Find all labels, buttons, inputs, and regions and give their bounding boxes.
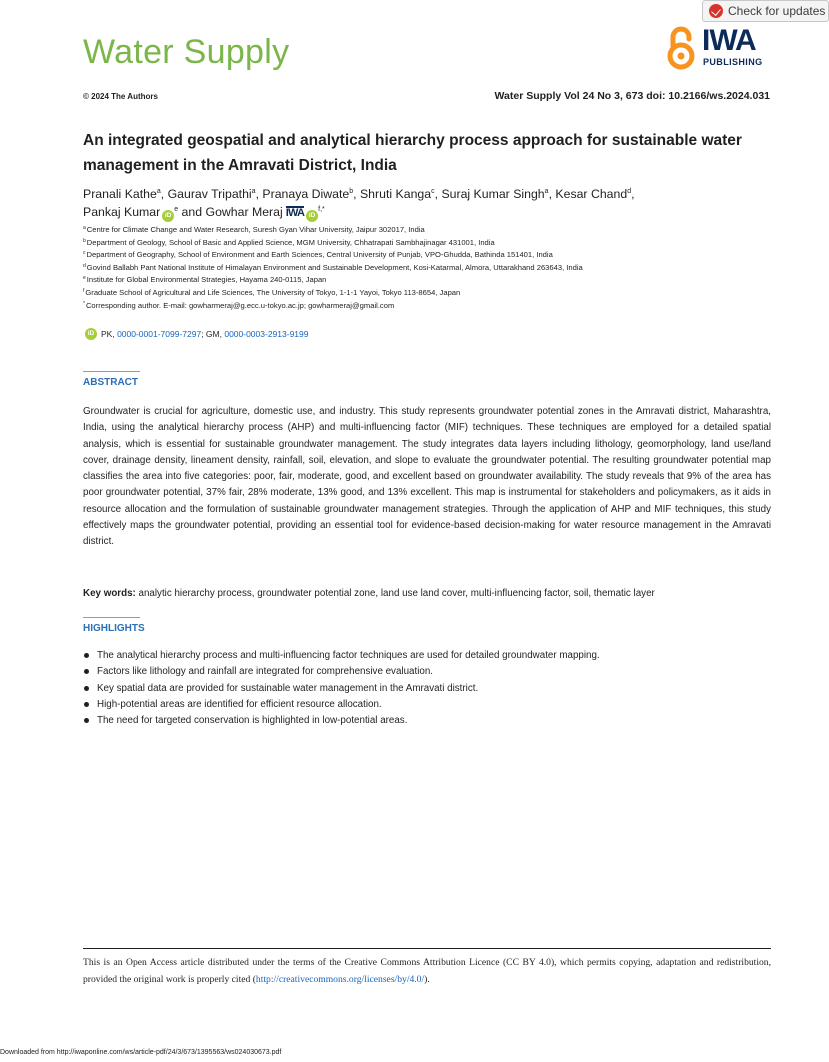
author: Kesar Chand$^d$ xyxy=(555,187,632,201)
check-for-updates-button[interactable] xyxy=(702,0,829,22)
license-notice: This is an Open Access article distributed under the terms of the Creative Commons Attribution Licence (CC BY 4.0), which permits copying, adaptation and redistribution, provided the original work is properly cited (http://creativecommons.org/licenses/by/4.0/). xyxy=(83,957,771,985)
footer-divider xyxy=(83,948,771,949)
corresponding-author: *Corresponding author. E-mail: gowharmeraj@g.ecc.u-tokyo.ac.jp; gowharmeraj@gmail.com xyxy=(83,300,395,310)
iwa-logo: IWA xyxy=(702,24,756,57)
orcid-link-gm[interactable]: 0000-0003-2913-9199 xyxy=(224,329,309,339)
highlight-item: The analytical hierarchy process and multi-influencing factor techniques are used for detailed groundwater mapping. xyxy=(83,648,771,664)
orcid-icon[interactable]: iD xyxy=(306,210,318,222)
author: Pranaya Diwate$^b$ xyxy=(262,187,354,201)
author: Pankaj Kumar $iD^e$ xyxy=(83,205,178,219)
abstract-text: Groundwater is crucial for agriculture, domestic use, and industry. This study represents groundwater potential zones in the Amravati district, Maharashtra, India, using the analytical hierarchy process (AHP) and multi-influencing factor (MIF) techniques. These techniques are employed for a detailed spatial analysis, which is essential for sustainable groundwater management. The study integrates data layers including lithology, geomorphology, land use/land cover, drainage density, lineament density, rainfall, soil, elevation, and slope to evaluate the groundwater potential. The resulting groundwater potential map classifies the area into five categories: poor, fair, moderate, good, and excellent based on groundwater availability. The study reveals that 9% of the area has poor groundwater potential, 37% fair, 28% moderate, 13% good, and 13% excellent. This map is instrumental for stakeholders and policymakers, as it aids in resource allocation and the formulation of sustainable groundwater management strategies. Through the application of AHP and MIF techniques, this study effectively maps the groundwater potential, providing an essential tool for evidence-based decision-making for water resource management in the Amravati district. xyxy=(83,406,771,548)
highlight-item: Factors like lithology and rainfall are integrated for comprehensive evaluation. xyxy=(83,664,771,680)
affiliation: $^a$Centre for Climate Change and Water Research, Suresh Gyan Vihar University, Jaipur 302017, India xyxy=(83,225,425,234)
iwa-member-icon: IWA xyxy=(285,207,305,219)
highlight-item: High-potential areas are identified for efficient resource allocation. xyxy=(83,697,771,713)
keywords xyxy=(83,588,771,599)
highlight-item: Key spatial data are provided for sustainable water management in the Amravati district. xyxy=(83,681,771,697)
section-divider xyxy=(83,371,140,372)
section-divider xyxy=(83,617,140,618)
affiliation: $^f$Graduate School of Agricultural and Life Sciences, The University of Tokyo, 1-1-1 Yayoi, Tokyo 113-8654, Japan xyxy=(83,287,461,297)
crossmark-icon xyxy=(709,4,723,18)
orcid-prefix: ; GM, xyxy=(201,329,225,339)
article-title: An integrated geospatial and analytical hierarchy process approach for sustainable water management in the Amravati District, India xyxy=(83,132,742,174)
citation-line: Water Supply Vol 24 No 3, 673 doi: 10.2166/ws.2024.031 xyxy=(494,90,770,102)
author: Gaurav Tripathi$^a$ xyxy=(167,187,256,201)
affiliations xyxy=(83,224,783,312)
open-access-icon xyxy=(664,24,698,72)
download-note: Downloaded from http://iwaponline.com/ws/article-pdf/24/3/673/1395563/ws024030673.pdf xyxy=(0,1049,282,1056)
affiliation: $^c$Department of Geography, School of Environment and Earth Sciences, Central University of Punjab, VPO-Ghudda, Bathinda 151401, India xyxy=(83,250,553,260)
orcid-icon[interactable]: iD xyxy=(162,210,174,222)
affiliation: $^e$Institute for Global Environmental Strategies, Hayama 240-0115, Japan xyxy=(83,275,327,285)
affiliation: $^b$Department of Geology, School of Basic and Applied Science, MGM University, Chhatrapati Sambhajinagar 431001, India xyxy=(83,237,495,247)
check-for-updates-label: Check for updates xyxy=(728,4,826,18)
author: Suraj Kumar Singh$^a$ xyxy=(441,187,549,201)
abstract-heading: ABSTRACT xyxy=(83,377,138,388)
journal-name: Water Supply xyxy=(83,33,290,71)
orcid-prefix: PK, xyxy=(101,329,118,339)
author: Shruti Kanga$^c$ xyxy=(359,187,435,201)
orcid-link-pk[interactable]: 0000-0001-7099-7297 xyxy=(117,329,202,339)
iwa-publishing-label: PUBLISHING xyxy=(703,57,763,67)
author-list: Pranali Kathe$^a$, Gaurav Tripathi$^a$, Pranaya Diwate$^b$, Shruti Kanga$^c$, Suraj Kumar Singh$^a$, Kesar Chand$^d$, Pankaj Kumar $iD^e$ and Gowhar Meraj IWA $iD^{f,*}$ xyxy=(83,185,763,222)
copyright-notice: © 2024 The Authors xyxy=(83,92,158,101)
license-link[interactable]: http://creativecommons.org/licenses/by/4.0/ xyxy=(255,974,425,985)
keywords-label: Key words: xyxy=(83,588,136,599)
highlights-heading: HIGHLIGHTS xyxy=(83,623,145,634)
author: Gowhar Meraj IWA $iD^{f,*}$ xyxy=(206,205,325,219)
keywords-list: analytic hierarchy process, groundwater potential zone, land use land cover, multi-influencing factor, soil, thematic layer xyxy=(135,588,655,599)
affiliation: $^d$Govind Ballabh Pant National Institute of Himalayan Environment and Sustainable Development, Kosi-Katarmal, Almora, Uttarakhand 263643, India xyxy=(83,262,583,272)
orcid-icon: iD xyxy=(85,328,97,340)
author: Pranali Kathe$^a$ xyxy=(83,187,161,201)
highlight-item: The need for targeted conservation is highlighted in low-potential areas. xyxy=(83,713,771,729)
highlights-list xyxy=(83,648,771,729)
publisher-logo xyxy=(664,24,774,72)
orcid-ids xyxy=(83,328,308,340)
